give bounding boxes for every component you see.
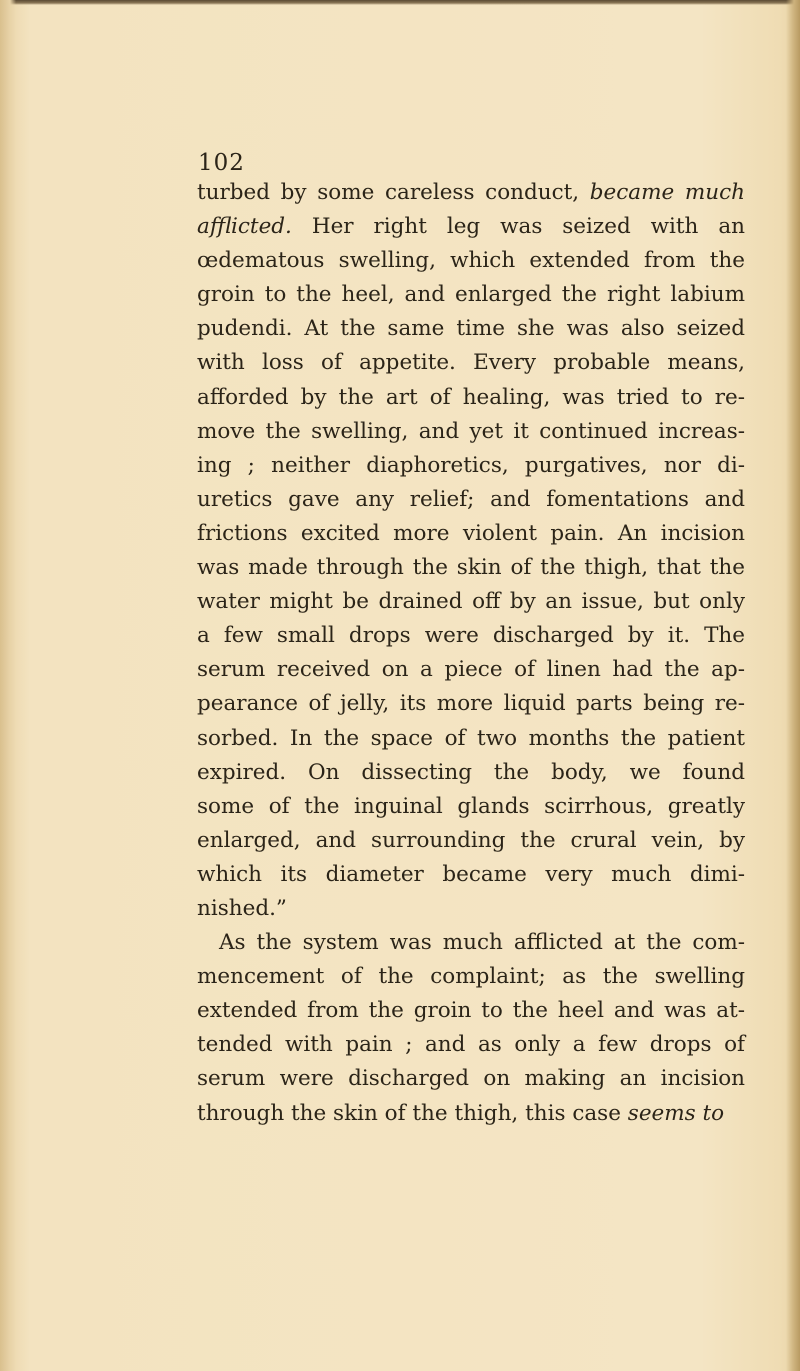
text-line: [197, 312, 745, 346]
text-line: [197, 926, 745, 960]
text-segment: enlarged, and surrounding the crural vein, by: [197, 827, 745, 853]
text-segment: serum received on a piece of linen had the ap-: [197, 657, 745, 683]
text-line: [197, 619, 745, 653]
italic-text: became much: [589, 180, 745, 205]
text-segment: turbed by some careless conduct,: [197, 180, 590, 205]
text-line: [197, 824, 745, 858]
text-line: [197, 756, 745, 790]
text-line: [197, 994, 745, 1028]
text-segment: which its diameter became very much dimi-: [197, 861, 745, 887]
text-segment: mencement of the complaint; as the swelling: [197, 964, 745, 990]
text-segment: afforded by the art of healing, was tried to re-: [197, 384, 745, 410]
text-line: [197, 790, 745, 824]
text-line: [197, 858, 745, 892]
paragraph: [197, 176, 745, 926]
text-segment: As the system was much afflicted at the com-: [219, 930, 745, 956]
text-line: [197, 960, 745, 994]
text-line: [197, 551, 745, 585]
text-segment: expired. On dissecting the body, we found: [197, 759, 745, 785]
text-segment: through the skin of the thigh, this case: [197, 1100, 628, 1126]
text-segment: ing ; neither diaphoretics, purgatives, nor di-: [197, 452, 745, 478]
text-line: [197, 1062, 745, 1096]
text-segment: œdematous swelling, which extended from the: [197, 248, 745, 274]
text-line: [197, 244, 745, 278]
text-line: [197, 381, 745, 415]
text-line: [197, 722, 745, 756]
text-segment: extended from the groin to the heel and was at-: [197, 998, 745, 1024]
text-segment: tended with pain ; and as only a few drops of: [197, 1032, 745, 1058]
text-segment: with loss of appetite. Every probable means,: [197, 350, 745, 376]
text-segment: sorbed. In the space of two months the patient: [197, 725, 745, 751]
text-line: [197, 449, 745, 483]
text-line: [197, 1028, 745, 1062]
text-line: [197, 210, 745, 244]
text-line: [197, 585, 745, 619]
text-line: [197, 892, 745, 926]
page-edge-shadow: [786, 0, 800, 1371]
page-number: 102: [198, 150, 245, 176]
text-segment: pudendi. At the same time she was also seized: [197, 316, 745, 342]
italic-text: afflicted.: [197, 214, 292, 240]
gutter-shadow: [0, 0, 16, 1371]
text-segment: serum were discharged on making an incision: [197, 1066, 745, 1092]
text-segment: a few small drops were discharged by it. The: [197, 623, 745, 649]
text-segment: groin to the heel, and enlarged the right labium: [197, 282, 745, 308]
paragraph: [197, 926, 745, 1131]
text-segment: was made through the skin of the thigh, that the: [197, 555, 745, 581]
text-segment: move the swelling, and yet it continued increas-: [197, 418, 745, 444]
text-line: [197, 517, 745, 551]
text-segment: pearance of jelly, its more liquid parts being re-: [197, 691, 745, 717]
top-edge-shadow: [0, 0, 800, 5]
body-text: [197, 176, 745, 1131]
text-line: [197, 346, 745, 380]
text-line: [197, 653, 745, 687]
text-line: [197, 415, 745, 449]
text-segment: some of the inguinal glands scirrhous, greatly: [197, 793, 745, 819]
text-segment: water might be drained off by an issue, but only: [197, 589, 745, 615]
text-segment: nished.”: [197, 895, 287, 921]
text-segment: frictions excited more violent pain. An incision: [197, 520, 745, 546]
text-segment: uretics gave any relief; and fomentations and: [197, 486, 745, 512]
text-line: [197, 278, 745, 312]
text-segment: Her right leg was seized with an: [291, 214, 745, 240]
italic-text: seems to: [627, 1100, 725, 1126]
text-line: [197, 1097, 745, 1131]
text-line: [197, 176, 745, 210]
text-line: [197, 483, 745, 517]
text-line: [197, 687, 745, 721]
